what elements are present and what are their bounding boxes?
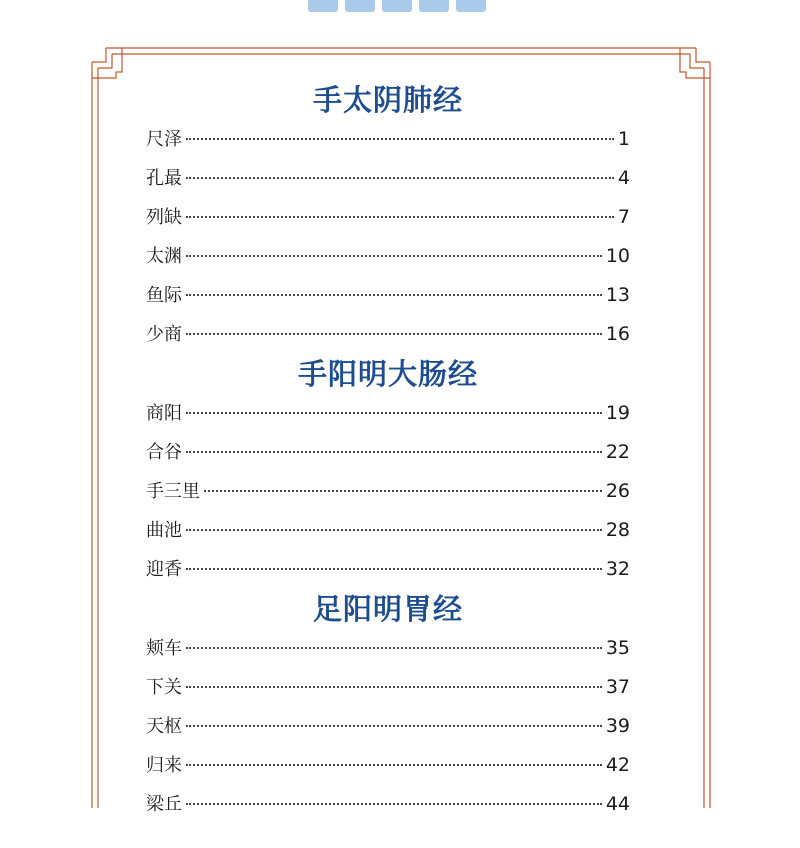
header-tile — [382, 0, 412, 12]
toc-entry[interactable] — [146, 629, 630, 668]
entry-page: 4 — [617, 167, 630, 189]
toc-entry[interactable] — [146, 472, 630, 511]
entry-page: 37 — [605, 676, 630, 698]
toc-entry[interactable] — [146, 394, 630, 433]
toc-section — [146, 80, 630, 354]
dot-leader — [186, 764, 602, 766]
dot-leader — [186, 294, 602, 296]
entry-name: 梁丘 — [146, 794, 182, 815]
toc-entry[interactable] — [146, 315, 630, 354]
entry-name: 天枢 — [146, 716, 182, 737]
header-tiles — [308, 0, 486, 12]
entry-name: 少商 — [146, 324, 182, 345]
dot-leader — [186, 138, 614, 140]
toc-entry[interactable] — [146, 237, 630, 276]
entry-name: 尺泽 — [146, 129, 182, 150]
entry-name: 合谷 — [146, 442, 182, 463]
entry-page: 28 — [605, 519, 630, 541]
toc-entry[interactable] — [146, 159, 630, 198]
entry-name: 迎香 — [146, 559, 182, 580]
table-of-contents — [146, 80, 630, 824]
header-tile — [308, 0, 338, 12]
dot-leader — [186, 177, 614, 179]
dot-leader — [186, 803, 602, 805]
toc-section — [146, 354, 630, 589]
toc-entry[interactable] — [146, 746, 630, 785]
entry-name: 太渊 — [146, 246, 182, 267]
dot-leader — [186, 255, 602, 257]
entry-page: 35 — [605, 637, 630, 659]
dot-leader — [186, 451, 602, 453]
entry-name: 颊车 — [146, 638, 182, 659]
section-title: 足阳明胃经 — [312, 592, 463, 626]
toc-entry[interactable] — [146, 276, 630, 315]
section-title: 手阳明大肠经 — [297, 357, 478, 391]
toc-section — [146, 589, 630, 824]
entry-page: 26 — [605, 480, 630, 502]
header-tile — [419, 0, 449, 12]
entry-page: 19 — [605, 402, 630, 424]
toc-entry[interactable] — [146, 550, 630, 589]
entry-name: 曲池 — [146, 520, 182, 541]
dot-leader — [204, 490, 602, 492]
entry-name: 鱼际 — [146, 285, 182, 306]
toc-entry[interactable] — [146, 668, 630, 707]
toc-entry[interactable] — [146, 707, 630, 746]
toc-entry[interactable] — [146, 198, 630, 237]
dot-leader — [186, 529, 602, 531]
entry-name: 孔最 — [146, 168, 182, 189]
dot-leader — [186, 647, 602, 649]
entry-page: 13 — [605, 284, 630, 306]
entry-page: 32 — [605, 558, 630, 580]
entry-name: 归来 — [146, 755, 182, 776]
toc-entry[interactable] — [146, 433, 630, 472]
entry-name: 列缺 — [146, 207, 182, 228]
header-tile — [345, 0, 375, 12]
dot-leader — [186, 333, 602, 335]
entry-page: 10 — [605, 245, 630, 267]
section-title: 手太阴肺经 — [312, 83, 463, 117]
entry-page: 44 — [605, 793, 630, 815]
dot-leader — [186, 686, 602, 688]
entry-name: 下关 — [146, 677, 182, 698]
entry-page: 39 — [605, 715, 630, 737]
toc-entry[interactable] — [146, 511, 630, 550]
entry-page: 1 — [617, 128, 630, 150]
entry-page: 7 — [617, 206, 630, 228]
toc-entry[interactable] — [146, 785, 630, 824]
dot-leader — [186, 568, 602, 570]
entry-page: 22 — [605, 441, 630, 463]
dot-leader — [186, 725, 602, 727]
dot-leader — [186, 216, 614, 218]
header-tile — [456, 0, 486, 12]
dot-leader — [186, 412, 602, 414]
entry-name: 手三里 — [146, 481, 200, 502]
entry-page: 42 — [605, 754, 630, 776]
entry-name: 商阳 — [146, 403, 182, 424]
entry-page: 16 — [605, 323, 630, 345]
toc-entry[interactable] — [146, 120, 630, 159]
